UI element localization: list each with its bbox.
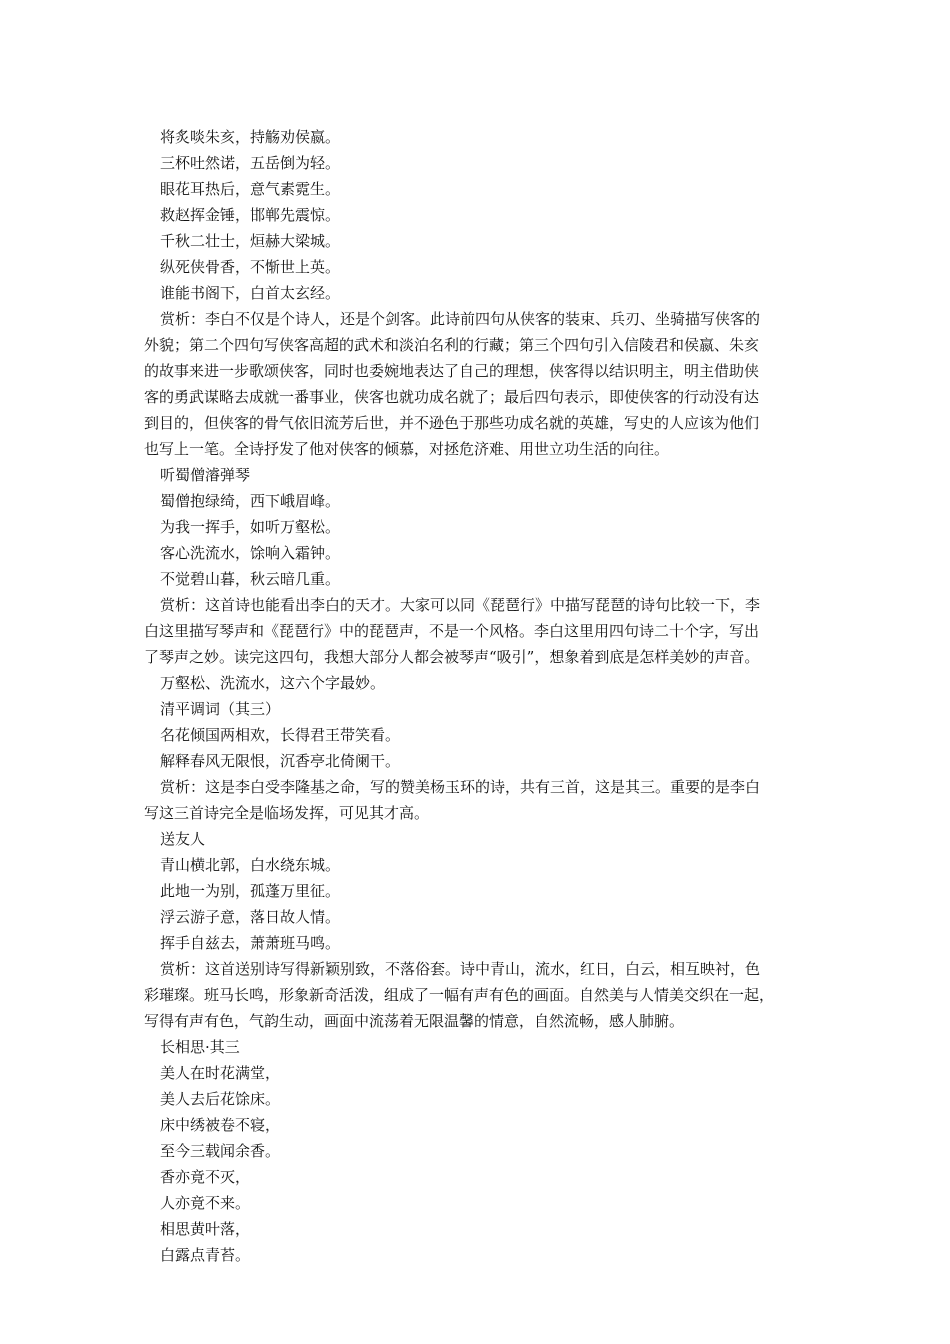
verse-line: 蜀僧抱绿绮，西下峨眉峰。: [160, 492, 341, 510]
commentary-paragraph: [144, 956, 808, 1034]
commentary-line: 的故事来进一步歌颂侠客，同时也委婉地表达了自己的理想，侠客得以结识明主，明主借助侠: [144, 362, 760, 380]
verse-line: 人亦竟不来。: [160, 1194, 251, 1212]
verse-line: 香亦竟不灭，: [160, 1168, 251, 1186]
verse-line: 清平调词（其三）: [160, 700, 281, 718]
verse-line: 为我一挥手，如听万壑松。: [160, 518, 341, 536]
verse-line: 床中绣被卷不寝，: [160, 1116, 281, 1134]
commentary-line: 彩璀璨。班马长鸣，形象新奇活泼，组成了一幅有声有色的画面。自然美与人情美交织在一起，: [144, 986, 775, 1004]
verse-line: 挥手自兹去，萧萧班马鸣。: [160, 934, 341, 952]
verse-line: 白露点青苔。: [160, 1246, 251, 1264]
verse-line: 眼花耳热后，意气素霓生。: [160, 180, 341, 198]
verse-line: 纵死侠骨香，不惭世上英。: [160, 258, 341, 276]
verse-line: 不觉碧山暮，秋云暗几重。: [160, 570, 341, 588]
verse-line: 救赵挥金锤，邯郸先震惊。: [160, 206, 341, 224]
commentary-line: 赏析：这首诗也能看出李白的天才。大家可以同《琵琶行》中描写琵琶的诗句比较一下，李: [160, 596, 761, 614]
verse-line: 千秋二壮士，烜赫大梁城。: [160, 232, 341, 250]
document-body: [144, 124, 808, 1268]
verse-line: 听蜀僧濬弹琴: [160, 466, 251, 484]
commentary-line: 写得有声有色，气韵生动，画面中流荡着无限温馨的情意，自然流畅，感人肺腑。: [144, 1012, 685, 1030]
verse-line: 三杯吐然诺，五岳倒为轻。: [160, 154, 341, 172]
verse-line: 浮云游子意，落日故人情。: [160, 908, 341, 926]
commentary-line: 赏析：这首送别诗写得新颖别致，不落俗套。诗中青山，流水，红日，白云，相互映衬，色: [160, 960, 761, 978]
commentary-paragraph: [144, 306, 808, 462]
commentary-paragraph: [144, 592, 808, 670]
commentary-paragraph: [144, 774, 808, 826]
commentary-line: 写这三首诗完全是临场发挥，可见其才高。: [144, 804, 430, 822]
verse-line: 此地一为别，孤蓬万里征。: [160, 882, 341, 900]
commentary-line: 赏析：李白不仅是个诗人，还是个剑客。此诗前四句从侠客的装束、兵刃、坐骑描写侠客的: [160, 310, 761, 328]
commentary-line: 白这里描写琴声和《琵琶行》中的琵琶声，不是一个风格。李白这里用四句诗二十个字，写出: [144, 622, 760, 640]
verse-line: 解释春风无限恨，沉香亭北倚阑干。: [160, 752, 401, 770]
commentary-line: 也写上一笔。全诗抒发了他对侠客的倾慕，对拯危济难、用世立功生活的向往。: [144, 440, 670, 458]
verse-line: 将炙啖朱亥，持觞劝侯嬴。: [160, 128, 341, 146]
commentary-line: 了琴声之妙。读完这四句，我想大部分人都会被琴声“吸引”，想象着到底是怎样美妙的声音。: [144, 648, 760, 666]
verse-line: 至今三载闻余香。: [160, 1142, 281, 1160]
verse-line: 万壑松、洗流水，这六个字最妙。: [160, 674, 386, 692]
commentary-line: 赏析：这是李白受李隆基之命，写的赞美杨玉环的诗，共有三首，这是其三。重要的是李白: [160, 778, 761, 796]
verse-line: 客心洗流水，馀响入霜钟。: [160, 544, 341, 562]
verse-line: 青山横北郭，白水绕东城。: [160, 856, 341, 874]
verse-line: 谁能书阁下，白首太玄经。: [160, 284, 341, 302]
commentary-line: 到目的，但侠客的骨气依旧流芳后世，并不逊色于那些功成名就的英雄，写史的人应该为他们: [144, 414, 760, 432]
verse-line: 名花倾国两相欢，长得君王带笑看。: [160, 726, 401, 744]
verse-line: 美人去后花馀床。: [160, 1090, 281, 1108]
verse-line: 长相思·其三: [160, 1038, 240, 1056]
verse-line: 美人在时花满堂，: [160, 1064, 281, 1082]
commentary-line: 外貌；第二个四句写侠客高超的武术和淡泊名利的行藏；第三个四句引入信陵君和侯嬴、朱亥: [144, 336, 760, 354]
verse-line: 送友人: [160, 830, 206, 848]
commentary-line: 客的勇武谋略去成就一番事业，侠客也就功成名就了；最后四句表示，即使侠客的行动没有达: [144, 388, 760, 406]
verse-line: 相思黄叶落，: [160, 1220, 251, 1238]
